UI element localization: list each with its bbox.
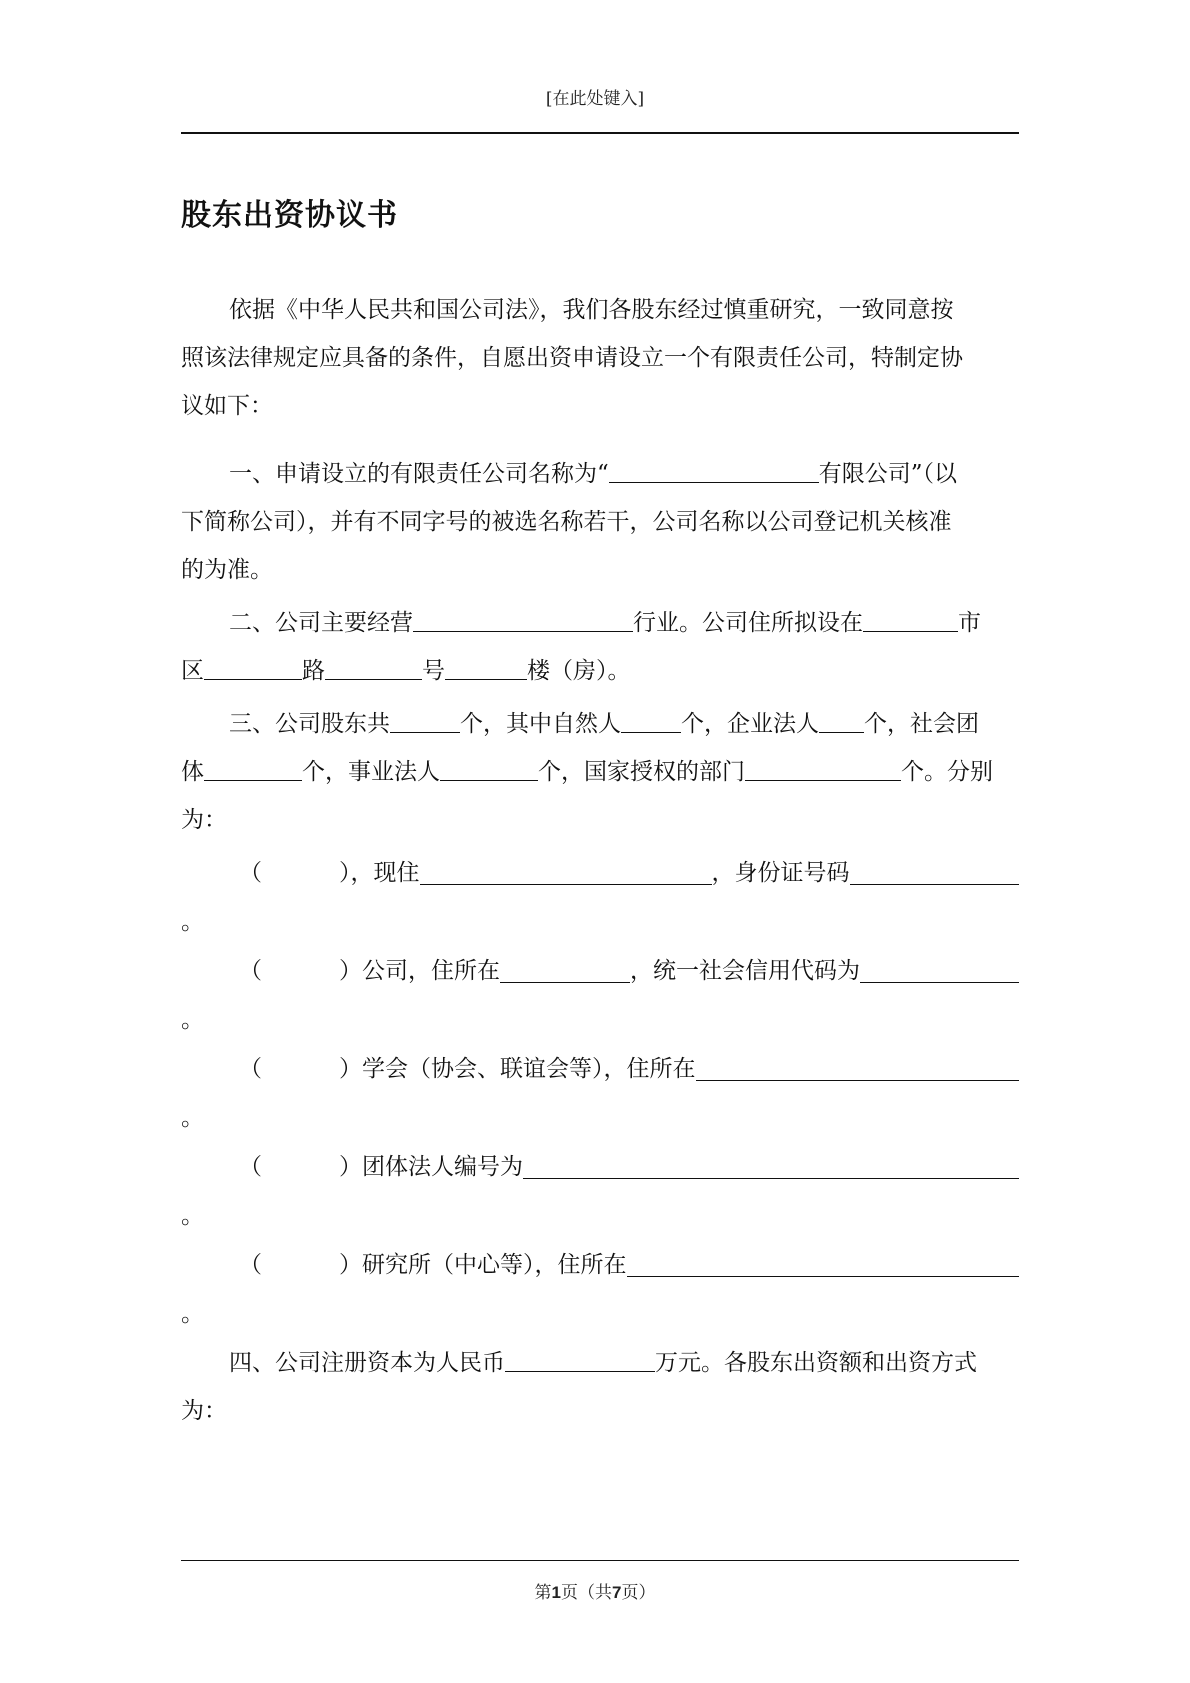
- clause-2-line-2: 区 路 号 楼（房）。: [181, 647, 1019, 695]
- institution-blank[interactable]: [440, 756, 538, 781]
- social-group-blank[interactable]: [204, 756, 302, 781]
- intro-line-3: 议如下：: [181, 393, 273, 419]
- intro-line-2: 照该法律规定应具备的条件，自愿出资申请设立一个有限责任公司，特制定协: [181, 345, 963, 371]
- period: 。: [181, 909, 204, 935]
- document-body: [181, 286, 1019, 1435]
- credit-code-blank[interactable]: [860, 958, 1019, 983]
- footer-rule: [181, 1560, 1019, 1561]
- clause-1-line-2: 下简称公司），并有不同字号的被选名称若干，公司名称以公司登记机关核准: [181, 509, 952, 535]
- page-number: 1: [551, 1583, 561, 1602]
- period: 。: [181, 1301, 204, 1327]
- clause-2: 二、公司主要经营 行业。公司住所拟设在 市: [181, 599, 1019, 647]
- shareholder-row-institute: （ ）研究所（中心等），住所在: [181, 1241, 1019, 1289]
- clause-3-line-2: 体 个，事业法人 个，国家授权的部门 个。分别: [181, 748, 1019, 796]
- group-number-blank[interactable]: [523, 1154, 1019, 1179]
- company-address-blank[interactable]: [500, 958, 630, 983]
- shareholder-count-blank[interactable]: [390, 708, 460, 733]
- clause-3-line-3: 为：: [181, 807, 227, 833]
- shareholder-row-association: （ ）学会（协会、联谊会等），住所在: [181, 1045, 1019, 1093]
- association-address-blank[interactable]: [696, 1056, 1020, 1081]
- page-footer: 第1页（共7页）: [534, 1583, 656, 1603]
- city-blank[interactable]: [863, 607, 958, 632]
- district-blank[interactable]: [204, 655, 302, 680]
- business-blank[interactable]: [413, 607, 633, 632]
- natural-person-blank[interactable]: [621, 708, 681, 733]
- page-header: [在此处键入]: [545, 89, 645, 109]
- number-blank[interactable]: [445, 655, 527, 680]
- period: 。: [181, 1105, 204, 1131]
- clause-4: 四、公司注册资本为人民币 万元。各股东出资额和出资方式: [181, 1339, 1019, 1387]
- shareholder-row-group: （ ）团体法人编号为: [181, 1143, 1019, 1191]
- id-number-blank[interactable]: [850, 860, 1020, 885]
- clause-1: 一、申请设立的有限责任公司名称为“ 有限公司”（以: [181, 450, 1019, 498]
- clause-4-line-2: 为：: [181, 1398, 227, 1424]
- intro-line-1: 依据《中华人民共和国公司法》，我们各股东经过慎重研究，一致同意按: [229, 297, 954, 323]
- clause-1-line-3: 的为准。: [181, 557, 273, 583]
- page-total: 7: [612, 1583, 622, 1602]
- period: 。: [181, 1007, 204, 1033]
- period: 。: [181, 1203, 204, 1229]
- company-name-blank[interactable]: [609, 458, 819, 483]
- institute-address-blank[interactable]: [627, 1252, 1020, 1277]
- state-dept-blank[interactable]: [745, 756, 901, 781]
- road-blank[interactable]: [325, 655, 422, 680]
- document-title: 股东出资协议书: [181, 198, 398, 233]
- shareholder-row-company: （ ）公司，住所在 ，统一社会信用代码为: [181, 947, 1019, 995]
- residence-blank[interactable]: [420, 860, 712, 885]
- header-rule: [181, 132, 1019, 134]
- enterprise-blank[interactable]: [819, 708, 864, 733]
- shareholder-row-natural-person: （ ），现住 ，身份证号码: [181, 849, 1019, 897]
- registered-capital-blank[interactable]: [505, 1347, 655, 1372]
- clause-3: 三、公司股东共 个，其中自然人 个，企业法人 个，社会团: [181, 700, 1019, 748]
